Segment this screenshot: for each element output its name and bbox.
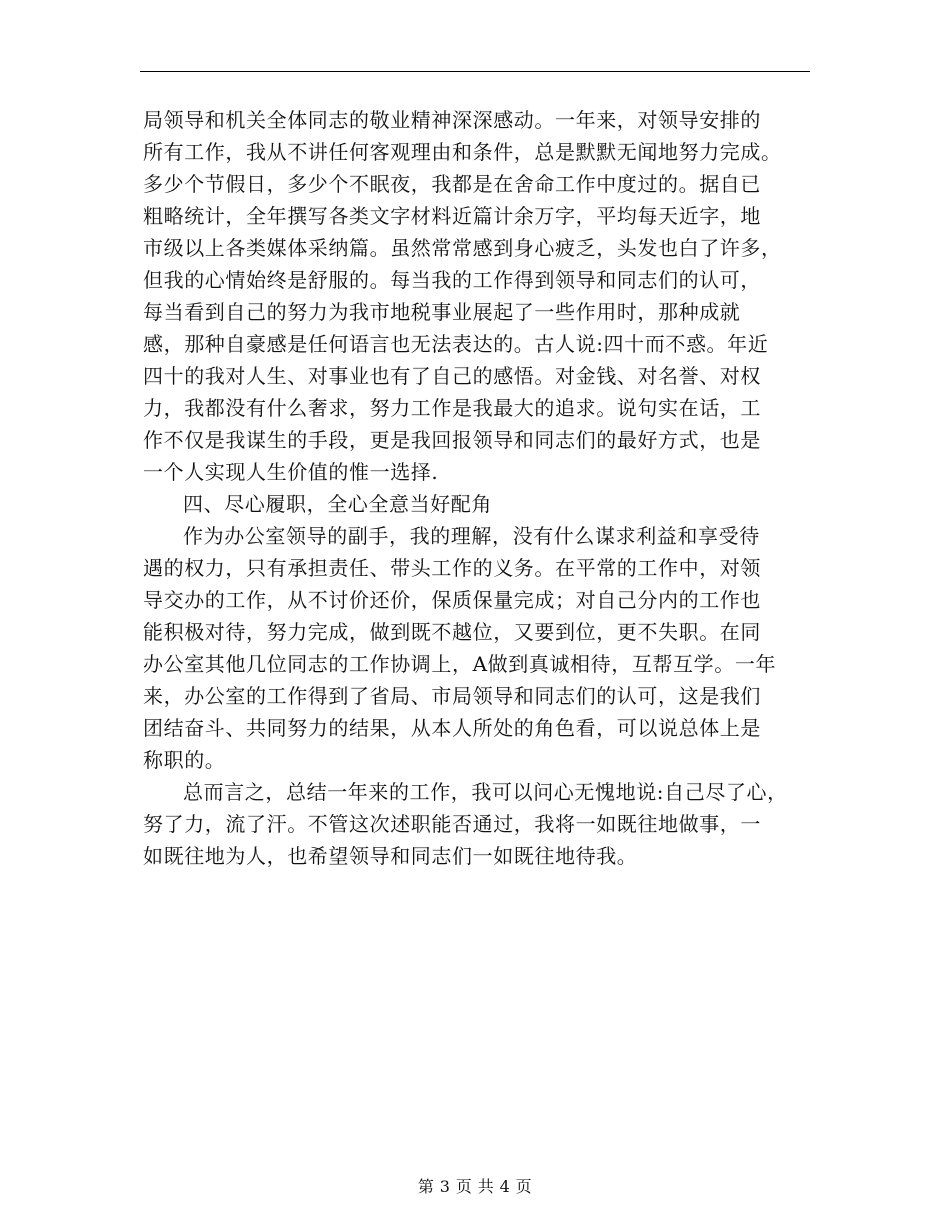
body-line: 总而言之，总结一年来的工作，我可以问心无愧地说:自己尽了心， [183,780,788,804]
body-line: 所有工作，我从不讲任何客观理由和条件，总是默默无闻地努力完成。 [143,140,782,164]
body-line: 办公室其他几位同志的工作协调上，A做到真诚相待，互帮互学。一年 [143,652,777,676]
body-line: 来，办公室的工作得到了省局、市局领导和同志们的认可，这是我们 [143,684,761,708]
document-body [143,104,833,872]
body-line: 遇的权力，只有承担责任、带头工作的义务。在平常的工作中，对领 [143,556,761,580]
body-line: 但我的心情始终是舒服的。每当我的工作得到领导和同志们的认可， [143,268,761,292]
body-line: 团结奋斗、共同努力的结果，从本人所处的角色看，可以说总体上是 [143,716,761,740]
body-line: 努了力，流了汗。不管这次述职能否通过，我将一如既往地做事，一 [143,812,761,836]
body-line: 作不仅是我谋生的手段，更是我回报领导和同志们的最好方式，也是 [143,428,761,452]
body-line: 粗略统计，全年撰写各类文字材料近篇计余万字，平均每天近字，地 [143,204,761,228]
body-line: 一个人实现人生价值的惟一选择. [143,460,439,484]
body-line: 每当看到自己的努力为我市地税事业展起了一些作用时，那种成就 [143,300,741,324]
page-number: 第 3 页 共 4 页 [417,1177,533,1196]
body-line: 感，那种自豪感是任何语言也无法表达的。古人说:四十而不惑。年近 [143,332,769,356]
body-line: 多少个节假日，多少个不眠夜，我都是在舍命工作中度过的。据自已 [143,172,761,196]
body-line: 力，我都没有什么奢求，努力工作是我最大的追求。说句实在话，工 [143,396,761,420]
body-line: 导交办的工作，从不讨价还价，保质保量完成；对自己分内的工作也 [143,588,761,612]
header-rule [140,71,810,72]
body-line: 能积极对待，努力完成，做到既不越位，又要到位，更不失职。在同 [143,620,761,644]
body-line: 局领导和机关全体同志的敬业精神深深感动。一年来，对领导安排的 [143,108,761,132]
body-line: 作为办公室领导的副手，我的理解，没有什么谋求利益和享受待 [183,524,760,548]
body-line: 四十的我对人生、对事业也有了自己的感悟。对金钱、对名誉、对权 [143,364,761,388]
body-line: 市级以上各类媒体采纳篇。虽然常常感到身心疲乏，头发也白了许多， [143,236,782,260]
body-line: 称职的。 [143,748,226,772]
body-line: 如既往地为人，也希望领导和同志们一如既往地待我。 [143,844,638,868]
section-heading: 四、尽心履职，全心全意当好配角 [183,492,492,516]
